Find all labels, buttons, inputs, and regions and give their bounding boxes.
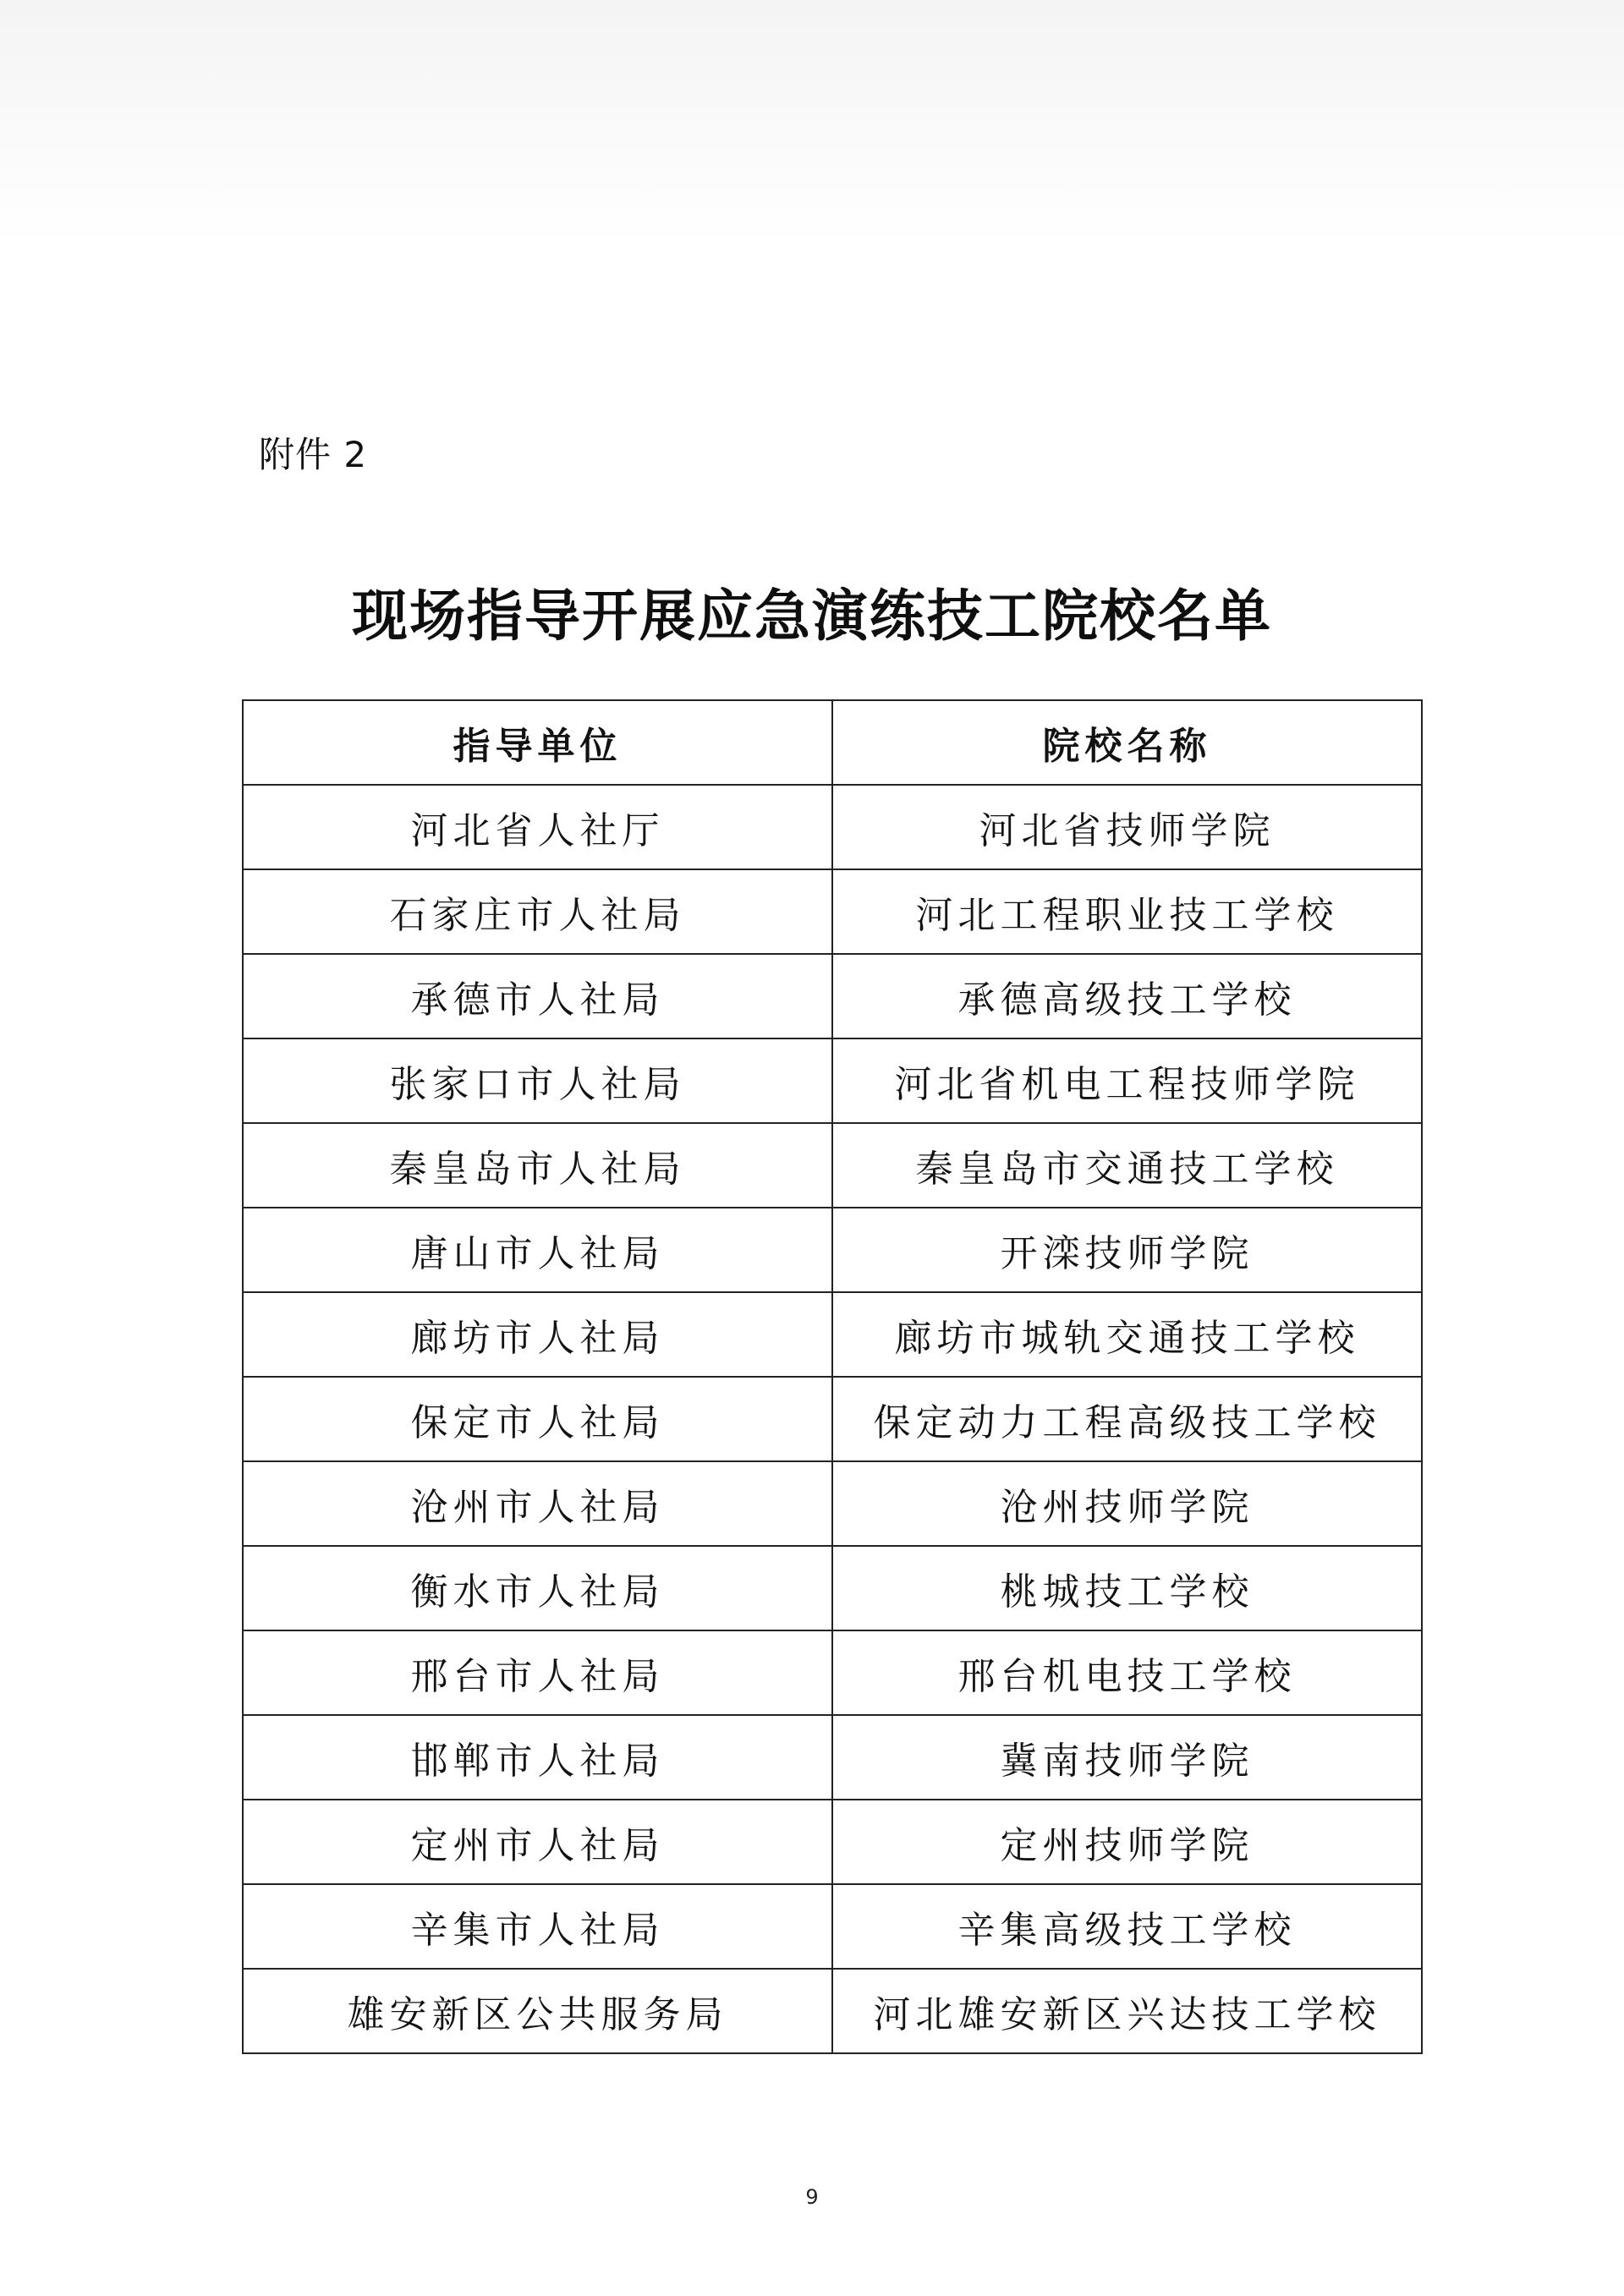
school-name-cell: 辛集高级技工学校: [832, 1884, 1422, 1969]
school-name-cell: 沧州技师学院: [832, 1461, 1422, 1546]
table-row: [243, 1461, 1422, 1546]
guiding-unit-cell: 沧州市人社局: [243, 1461, 832, 1546]
table-body: [243, 785, 1422, 2053]
school-name-cell: 秦皇岛市交通技工学校: [832, 1123, 1422, 1208]
table-row: [243, 1715, 1422, 1800]
school-name-cell: 冀南技师学院: [832, 1715, 1422, 1800]
school-name-cell: 河北工程职业技工学校: [832, 869, 1422, 954]
table-row: [243, 1292, 1422, 1377]
guiding-unit-cell: 石家庄市人社局: [243, 869, 832, 954]
school-name-cell: 承德高级技工学校: [832, 954, 1422, 1038]
guiding-unit-cell: 张家口市人社局: [243, 1038, 832, 1123]
guiding-unit-cell: 承德市人社局: [243, 954, 832, 1038]
table-row: [243, 1038, 1422, 1123]
table-row: [243, 1208, 1422, 1292]
table-row: [243, 785, 1422, 869]
school-name-cell: 保定动力工程高级技工学校: [832, 1377, 1422, 1461]
table-header: [243, 700, 1422, 785]
table-row: [243, 1377, 1422, 1461]
table-row: [243, 1800, 1422, 1884]
page-number: 9: [805, 2185, 819, 2209]
guiding-unit-cell: 衡水市人社局: [243, 1546, 832, 1630]
guiding-unit-cell: 辛集市人社局: [243, 1884, 832, 1969]
school-name-cell: 廊坊市城轨交通技工学校: [832, 1292, 1422, 1377]
header-guiding-unit: 指导单位: [243, 700, 832, 785]
school-name-cell: 河北雄安新区兴达技工学校: [832, 1969, 1422, 2053]
header-school-name: 院校名称: [832, 700, 1422, 785]
school-list-table: [242, 699, 1423, 2054]
table-row: [243, 1969, 1422, 2053]
guiding-unit-cell: 定州市人社局: [243, 1800, 832, 1884]
guiding-unit-cell: 秦皇岛市人社局: [243, 1123, 832, 1208]
guiding-unit-cell: 邯郸市人社局: [243, 1715, 832, 1800]
table-row: [243, 869, 1422, 954]
guiding-unit-cell: 保定市人社局: [243, 1377, 832, 1461]
guiding-unit-cell: 廊坊市人社局: [243, 1292, 832, 1377]
school-name-cell: 邢台机电技工学校: [832, 1630, 1422, 1715]
guiding-unit-cell: 邢台市人社局: [243, 1630, 832, 1715]
guiding-unit-cell: 河北省人社厅: [243, 785, 832, 869]
table-row: [243, 1123, 1422, 1208]
school-name-cell: 河北省技师学院: [832, 785, 1422, 869]
attachment-label: 附件 2: [259, 434, 368, 475]
scanned-header-shadow: [0, 0, 1624, 245]
table-row: [243, 1630, 1422, 1715]
school-name-cell: 河北省机电工程技师学院: [832, 1038, 1422, 1123]
school-name-cell: 桃城技工学校: [832, 1546, 1422, 1630]
guiding-unit-cell: 唐山市人社局: [243, 1208, 832, 1292]
table-header-row: [243, 700, 1422, 785]
table-row: [243, 1884, 1422, 1969]
school-name-cell: 开滦技师学院: [832, 1208, 1422, 1292]
table-row: [243, 1546, 1422, 1630]
school-name-cell: 定州技师学院: [832, 1800, 1422, 1884]
school-list-table-container: [242, 699, 1423, 2036]
document-title: 现场指导开展应急演练技工院校名单: [352, 583, 1272, 649]
guiding-unit-cell: 雄安新区公共服务局: [243, 1969, 832, 2053]
table-row: [243, 954, 1422, 1038]
